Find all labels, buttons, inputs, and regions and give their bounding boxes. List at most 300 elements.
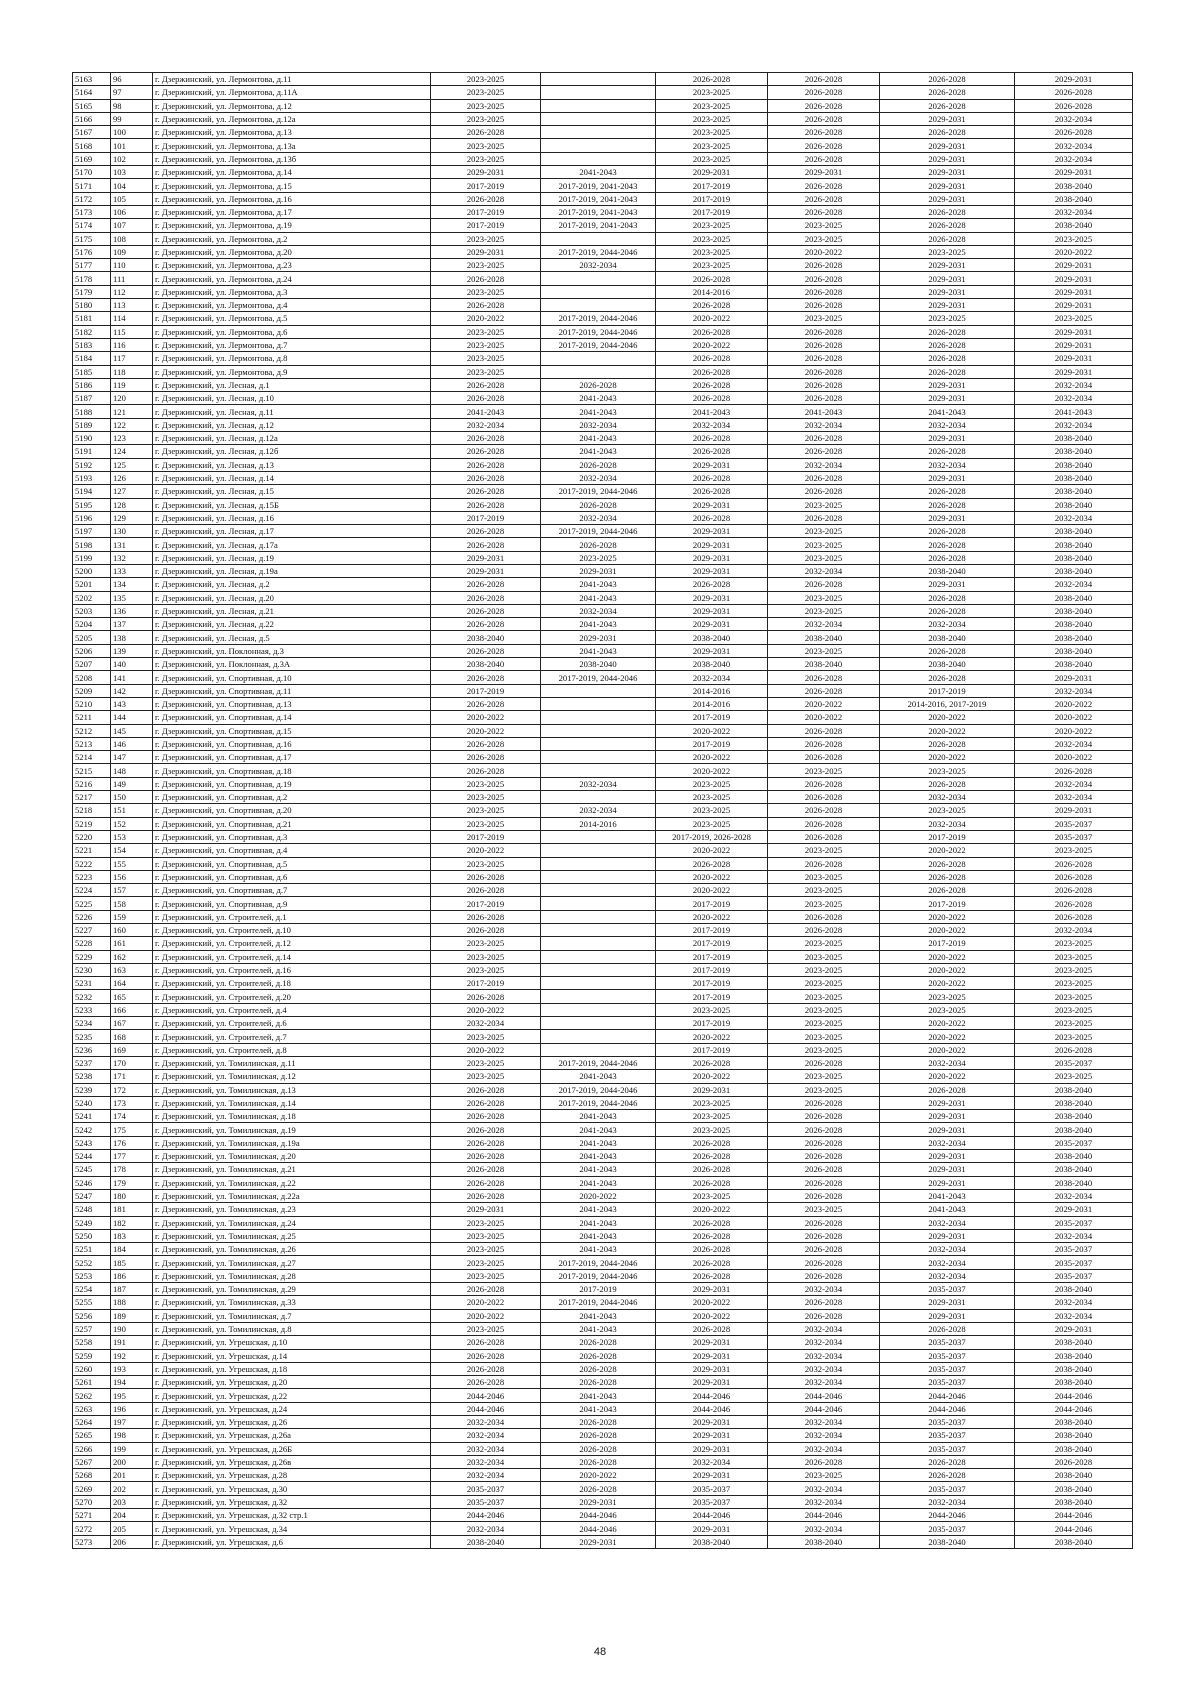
address-cell: г. Дзержинский, ул. Угрешская, д.6 xyxy=(153,1535,431,1548)
period-cell-2 xyxy=(541,830,656,843)
table-row xyxy=(73,844,1133,857)
table-row xyxy=(73,937,1133,950)
row-id-cell: 5197 xyxy=(73,525,111,538)
period-cell-4: 2026-2028 xyxy=(768,1163,880,1176)
period-cell-4: 2032-2034 xyxy=(768,1442,880,1455)
period-cell-6: 2026-2028 xyxy=(1015,897,1133,910)
period-cell-2: 2044-2046 xyxy=(541,1522,656,1535)
period-cell-3: 2029-2031 xyxy=(656,644,768,657)
period-cell-4: 2023-2025 xyxy=(768,538,880,551)
table-row xyxy=(73,830,1133,843)
table-row xyxy=(73,684,1133,697)
period-cell-5: 2026-2028 xyxy=(880,538,1015,551)
local-number-cell: 123 xyxy=(111,432,153,445)
local-number-cell: 112 xyxy=(111,285,153,298)
period-cell-2 xyxy=(541,1043,656,1056)
local-number-cell: 104 xyxy=(111,179,153,192)
period-cell-4: 2023-2025 xyxy=(768,312,880,325)
local-number-cell: 152 xyxy=(111,817,153,830)
period-cell-5: 2029-2031 xyxy=(880,272,1015,285)
period-cell-3: 2029-2031 xyxy=(656,166,768,179)
address-cell: г. Дзержинский, ул. Лесная, д.11 xyxy=(153,405,431,418)
row-id-cell: 5243 xyxy=(73,1136,111,1149)
address-cell: г. Дзержинский, ул. Строителей, д.16 xyxy=(153,963,431,976)
period-cell-1: 2029-2031 xyxy=(431,564,541,577)
period-cell-5: 2020-2022 xyxy=(880,1030,1015,1043)
period-cell-5: 2029-2031 xyxy=(880,578,1015,591)
period-cell-2: 2041-2043 xyxy=(541,1322,656,1335)
period-cell-1: 2026-2028 xyxy=(431,1123,541,1136)
local-number-cell: 130 xyxy=(111,525,153,538)
period-cell-5: 2032-2034 xyxy=(880,1269,1015,1282)
period-cell-3: 2026-2028 xyxy=(656,1229,768,1242)
period-cell-6: 2032-2034 xyxy=(1015,791,1133,804)
period-cell-2: 2014-2016 xyxy=(541,817,656,830)
period-cell-4: 2032-2034 xyxy=(768,1429,880,1442)
period-cell-2: 2026-2028 xyxy=(541,1442,656,1455)
period-cell-3: 2029-2031 xyxy=(656,458,768,471)
address-cell: г. Дзержинский, ул. Лермонтова, д.3 xyxy=(153,285,431,298)
address-cell: г. Дзержинский, ул. Спортивная, д.9 xyxy=(153,897,431,910)
period-cell-1: 2023-2025 xyxy=(431,352,541,365)
address-cell: г. Дзержинский, ул. Лесная, д.2 xyxy=(153,578,431,591)
address-cell: г. Дзержинский, ул. Спортивная, д.6 xyxy=(153,870,431,883)
table-row xyxy=(73,1030,1133,1043)
address-cell: г. Дзержинский, ул. Спортивная, д.20 xyxy=(153,804,431,817)
period-cell-2 xyxy=(541,884,656,897)
row-id-cell: 5189 xyxy=(73,418,111,431)
period-cell-5: 2041-2043 xyxy=(880,1203,1015,1216)
period-cell-3: 2029-2031 xyxy=(656,1283,768,1296)
period-cell-4: 2032-2034 xyxy=(768,1322,880,1335)
period-cell-1: 2038-2040 xyxy=(431,1535,541,1548)
local-number-cell: 143 xyxy=(111,697,153,710)
period-cell-2 xyxy=(541,352,656,365)
period-cell-2 xyxy=(541,924,656,937)
period-cell-1: 2038-2040 xyxy=(431,631,541,644)
period-cell-5: 2038-2040 xyxy=(880,631,1015,644)
period-cell-4: 2023-2025 xyxy=(768,525,880,538)
period-cell-4: 2026-2028 xyxy=(768,392,880,405)
period-cell-3: 2026-2028 xyxy=(656,392,768,405)
address-cell: г. Дзержинский, ул. Лермонтова, д.6 xyxy=(153,325,431,338)
period-cell-4: 2026-2028 xyxy=(768,1136,880,1149)
row-id-cell: 5202 xyxy=(73,591,111,604)
row-id-cell: 5187 xyxy=(73,392,111,405)
period-cell-6: 2029-2031 xyxy=(1015,285,1133,298)
address-cell: г. Дзержинский, ул. Угрешская, д.26а xyxy=(153,1429,431,1442)
local-number-cell: 177 xyxy=(111,1150,153,1163)
period-cell-4: 2026-2028 xyxy=(768,432,880,445)
period-cell-4: 2026-2028 xyxy=(768,791,880,804)
period-cell-2 xyxy=(541,711,656,724)
period-cell-3: 2026-2028 xyxy=(656,1150,768,1163)
address-cell: г. Дзержинский, ул. Томилинская, д.12 xyxy=(153,1070,431,1083)
period-cell-1: 2023-2025 xyxy=(431,1269,541,1282)
row-id-cell: 5219 xyxy=(73,817,111,830)
period-cell-6: 2038-2040 xyxy=(1015,1150,1133,1163)
table-row xyxy=(73,392,1133,405)
period-cell-5: 2032-2034 xyxy=(880,1216,1015,1229)
period-cell-6: 2032-2034 xyxy=(1015,392,1133,405)
row-id-cell: 5267 xyxy=(73,1455,111,1468)
row-id-cell: 5269 xyxy=(73,1482,111,1495)
table-row xyxy=(73,591,1133,604)
address-cell: г. Дзержинский, ул. Спортивная, д.18 xyxy=(153,764,431,777)
period-cell-2: 2041-2043 xyxy=(541,618,656,631)
period-cell-2 xyxy=(541,751,656,764)
period-cell-6: 2038-2040 xyxy=(1015,1110,1133,1123)
period-cell-2: 2026-2028 xyxy=(541,1482,656,1495)
address-cell: г. Дзержинский, ул. Спортивная, д.10 xyxy=(153,671,431,684)
period-cell-5: 2026-2028 xyxy=(880,884,1015,897)
period-cell-5: 2026-2028 xyxy=(880,604,1015,617)
period-cell-6: 2038-2040 xyxy=(1015,1469,1133,1482)
table-row xyxy=(73,299,1133,312)
address-cell: г. Дзержинский, ул. Томилинская, д.14 xyxy=(153,1096,431,1109)
period-cell-6: 2038-2040 xyxy=(1015,471,1133,484)
period-cell-5: 2020-2022 xyxy=(880,711,1015,724)
period-cell-2 xyxy=(541,897,656,910)
table-row xyxy=(73,1336,1133,1349)
local-number-cell: 188 xyxy=(111,1296,153,1309)
period-cell-1: 2023-2025 xyxy=(431,1256,541,1269)
period-cell-6: 2038-2040 xyxy=(1015,1376,1133,1389)
period-cell-5: 2017-2019 xyxy=(880,897,1015,910)
period-cell-2 xyxy=(541,977,656,990)
period-cell-1: 2023-2025 xyxy=(431,937,541,950)
period-cell-6: 2029-2031 xyxy=(1015,73,1133,86)
period-cell-4: 2044-2046 xyxy=(768,1389,880,1402)
table-row xyxy=(73,711,1133,724)
address-cell: г. Дзержинский, ул. Томилинская, д.25 xyxy=(153,1229,431,1242)
period-cell-5: 2035-2037 xyxy=(880,1349,1015,1362)
row-id-cell: 5265 xyxy=(73,1429,111,1442)
period-cell-5: 2026-2028 xyxy=(880,591,1015,604)
period-cell-3: 2029-2031 xyxy=(656,1376,768,1389)
address-cell: г. Дзержинский, ул. Лермонтова, д.13б xyxy=(153,152,431,165)
period-cell-1: 2032-2034 xyxy=(431,1442,541,1455)
local-number-cell: 106 xyxy=(111,205,153,218)
address-cell: г. Дзержинский, ул. Угрешская, д.20 xyxy=(153,1376,431,1389)
address-cell: г. Дзержинский, ул. Томилинская, д.27 xyxy=(153,1256,431,1269)
local-number-cell: 198 xyxy=(111,1429,153,1442)
period-cell-4: 2026-2028 xyxy=(768,1189,880,1202)
period-cell-3: 2014-2016 xyxy=(656,285,768,298)
period-cell-5: 2029-2031 xyxy=(880,112,1015,125)
local-number-cell: 183 xyxy=(111,1229,153,1242)
period-cell-3: 2017-2019 xyxy=(656,192,768,205)
address-cell: г. Дзержинский, ул. Угрешская, д.26в xyxy=(153,1455,431,1468)
period-cell-6: 2038-2040 xyxy=(1015,1482,1133,1495)
row-id-cell: 5250 xyxy=(73,1229,111,1242)
period-cell-6: 2032-2034 xyxy=(1015,737,1133,750)
period-cell-2: 2026-2028 xyxy=(541,1415,656,1428)
period-cell-2: 2041-2043 xyxy=(541,1163,656,1176)
period-cell-5: 2020-2022 xyxy=(880,977,1015,990)
period-cell-6: 2038-2040 xyxy=(1015,1123,1133,1136)
period-cell-2: 2026-2028 xyxy=(541,538,656,551)
period-cell-4: 2038-2040 xyxy=(768,1535,880,1548)
table-body xyxy=(73,73,1133,1549)
period-cell-1: 2026-2028 xyxy=(431,498,541,511)
local-number-cell: 144 xyxy=(111,711,153,724)
row-id-cell: 5196 xyxy=(73,511,111,524)
period-cell-3: 2029-2031 xyxy=(656,604,768,617)
period-cell-3: 2020-2022 xyxy=(656,1203,768,1216)
period-cell-5: 2035-2037 xyxy=(880,1376,1015,1389)
period-cell-2 xyxy=(541,1017,656,1030)
period-cell-3: 2029-2031 xyxy=(656,1415,768,1428)
row-id-cell: 5164 xyxy=(73,86,111,99)
period-cell-4: 2026-2028 xyxy=(768,1269,880,1282)
address-cell: г. Дзержинский, ул. Лесная, д.5 xyxy=(153,631,431,644)
table-row xyxy=(73,1070,1133,1083)
local-number-cell: 132 xyxy=(111,551,153,564)
address-cell: г. Дзержинский, ул. Томилинская, д.13 xyxy=(153,1083,431,1096)
period-cell-2 xyxy=(541,724,656,737)
period-cell-5: 2026-2028 xyxy=(880,99,1015,112)
period-cell-1: 2026-2028 xyxy=(431,884,541,897)
period-cell-4: 2026-2028 xyxy=(768,1150,880,1163)
local-number-cell: 201 xyxy=(111,1469,153,1482)
address-cell: г. Дзержинский, ул. Лесная, д.21 xyxy=(153,604,431,617)
period-cell-1: 2032-2034 xyxy=(431,1415,541,1428)
local-number-cell: 115 xyxy=(111,325,153,338)
row-id-cell: 5255 xyxy=(73,1296,111,1309)
period-cell-4: 2032-2034 xyxy=(768,418,880,431)
address-cell: г. Дзержинский, ул. Строителей, д.18 xyxy=(153,977,431,990)
period-cell-5: 2026-2028 xyxy=(880,205,1015,218)
period-cell-1: 2023-2025 xyxy=(431,112,541,125)
period-cell-6: 2038-2040 xyxy=(1015,192,1133,205)
local-number-cell: 131 xyxy=(111,538,153,551)
row-id-cell: 5168 xyxy=(73,139,111,152)
period-cell-2 xyxy=(541,697,656,710)
row-id-cell: 5266 xyxy=(73,1442,111,1455)
period-cell-2: 2041-2043 xyxy=(541,1402,656,1415)
period-cell-1: 2026-2028 xyxy=(431,1163,541,1176)
row-id-cell: 5195 xyxy=(73,498,111,511)
period-cell-4: 2026-2028 xyxy=(768,671,880,684)
period-cell-4: 2038-2040 xyxy=(768,631,880,644)
period-cell-3: 2020-2022 xyxy=(656,1070,768,1083)
period-cell-1: 2023-2025 xyxy=(431,963,541,976)
period-cell-1: 2023-2025 xyxy=(431,1070,541,1083)
period-cell-1: 2017-2019 xyxy=(431,977,541,990)
row-id-cell: 5218 xyxy=(73,804,111,817)
period-cell-4: 2032-2034 xyxy=(768,1349,880,1362)
period-cell-4: 2026-2028 xyxy=(768,724,880,737)
period-cell-4: 2026-2028 xyxy=(768,485,880,498)
period-cell-5: 2035-2037 xyxy=(880,1429,1015,1442)
period-cell-6: 2038-2040 xyxy=(1015,1535,1133,1548)
address-cell: г. Дзержинский, ул. Лесная, д.12 xyxy=(153,418,431,431)
period-cell-1: 2032-2034 xyxy=(431,1469,541,1482)
address-cell: г. Дзержинский, ул. Строителей, д.8 xyxy=(153,1043,431,1056)
table-row xyxy=(73,1296,1133,1309)
row-id-cell: 5209 xyxy=(73,684,111,697)
address-cell: г. Дзержинский, ул. Угрешская, д.26Б xyxy=(153,1442,431,1455)
local-number-cell: 194 xyxy=(111,1376,153,1389)
table-row xyxy=(73,1243,1133,1256)
period-cell-2: 2017-2019, 2044-2046 xyxy=(541,312,656,325)
table-row xyxy=(73,870,1133,883)
period-cell-5: 2023-2025 xyxy=(880,804,1015,817)
period-cell-6: 2026-2028 xyxy=(1015,1455,1133,1468)
table-row xyxy=(73,192,1133,205)
period-cell-5: 2026-2028 xyxy=(880,525,1015,538)
row-id-cell: 5205 xyxy=(73,631,111,644)
period-cell-2: 2017-2019, 2044-2046 xyxy=(541,1269,656,1282)
address-cell: г. Дзержинский, ул. Лесная, д.15 xyxy=(153,485,431,498)
period-cell-3: 2029-2031 xyxy=(656,1336,768,1349)
local-number-cell: 159 xyxy=(111,910,153,923)
address-cell: г. Дзержинский, ул. Спортивная, д.3 xyxy=(153,830,431,843)
period-cell-6: 2029-2031 xyxy=(1015,352,1133,365)
table-row xyxy=(73,99,1133,112)
period-cell-3: 2023-2025 xyxy=(656,245,768,258)
period-cell-5: 2020-2022 xyxy=(880,1070,1015,1083)
period-cell-1: 2032-2034 xyxy=(431,1455,541,1468)
row-id-cell: 5268 xyxy=(73,1469,111,1482)
period-cell-2 xyxy=(541,272,656,285)
period-cell-2 xyxy=(541,126,656,139)
table-row xyxy=(73,485,1133,498)
period-cell-3: 2032-2034 xyxy=(656,1455,768,1468)
row-id-cell: 5230 xyxy=(73,963,111,976)
period-cell-2: 2017-2019, 2044-2046 xyxy=(541,1256,656,1269)
row-id-cell: 5165 xyxy=(73,99,111,112)
period-cell-4: 2026-2028 xyxy=(768,112,880,125)
row-id-cell: 5273 xyxy=(73,1535,111,1548)
period-cell-1: 2026-2028 xyxy=(431,1096,541,1109)
table-row xyxy=(73,1309,1133,1322)
row-id-cell: 5234 xyxy=(73,1017,111,1030)
row-id-cell: 5174 xyxy=(73,219,111,232)
period-cell-4: 2023-2025 xyxy=(768,963,880,976)
period-cell-2: 2041-2043 xyxy=(541,1123,656,1136)
period-cell-1: 2026-2028 xyxy=(431,644,541,657)
period-cell-5: 2035-2037 xyxy=(880,1442,1015,1455)
table-row xyxy=(73,924,1133,937)
period-cell-6: 2044-2046 xyxy=(1015,1389,1133,1402)
row-id-cell: 5240 xyxy=(73,1096,111,1109)
address-cell: г. Дзержинский, ул. Лермонтова, д.5 xyxy=(153,312,431,325)
table-row xyxy=(73,551,1133,564)
address-cell: г. Дзержинский, ул. Томилинская, д.21 xyxy=(153,1163,431,1176)
table-row xyxy=(73,538,1133,551)
period-cell-2: 2026-2028 xyxy=(541,1376,656,1389)
period-cell-4: 2026-2028 xyxy=(768,1176,880,1189)
period-cell-1: 2023-2025 xyxy=(431,1243,541,1256)
local-number-cell: 176 xyxy=(111,1136,153,1149)
row-id-cell: 5220 xyxy=(73,830,111,843)
period-cell-3: 2029-2031 xyxy=(656,1429,768,1442)
period-cell-6: 2032-2034 xyxy=(1015,1229,1133,1242)
table-row xyxy=(73,1150,1133,1163)
period-cell-3: 2017-2019 xyxy=(656,1043,768,1056)
local-number-cell: 161 xyxy=(111,937,153,950)
period-cell-3: 2023-2025 xyxy=(656,1110,768,1123)
address-cell: г. Дзержинский, ул. Лермонтова, д.13а xyxy=(153,139,431,152)
address-cell: г. Дзержинский, ул. Спортивная, д.13 xyxy=(153,697,431,710)
address-cell: г. Дзержинский, ул. Лесная, д.12б xyxy=(153,445,431,458)
period-cell-2 xyxy=(541,950,656,963)
row-id-cell: 5228 xyxy=(73,937,111,950)
period-cell-1: 2032-2034 xyxy=(431,1522,541,1535)
table-row xyxy=(73,1509,1133,1522)
period-cell-5: 2026-2028 xyxy=(880,1455,1015,1468)
table-row xyxy=(73,564,1133,577)
row-id-cell: 5229 xyxy=(73,950,111,963)
period-cell-2: 2020-2022 xyxy=(541,1189,656,1202)
local-number-cell: 203 xyxy=(111,1495,153,1508)
period-cell-4: 2023-2025 xyxy=(768,551,880,564)
period-cell-5: 2023-2025 xyxy=(880,312,1015,325)
local-number-cell: 134 xyxy=(111,578,153,591)
period-cell-5: 2023-2025 xyxy=(880,990,1015,1003)
period-cell-3: 2029-2031 xyxy=(656,551,768,564)
period-cell-4: 2023-2025 xyxy=(768,764,880,777)
local-number-cell: 124 xyxy=(111,445,153,458)
period-cell-6: 2029-2031 xyxy=(1015,804,1133,817)
row-id-cell: 5212 xyxy=(73,724,111,737)
period-cell-2 xyxy=(541,764,656,777)
period-cell-1: 2023-2025 xyxy=(431,338,541,351)
period-cell-4: 2026-2028 xyxy=(768,99,880,112)
period-cell-2 xyxy=(541,963,656,976)
local-number-cell: 195 xyxy=(111,1389,153,1402)
period-cell-5: 2020-2022 xyxy=(880,924,1015,937)
period-cell-1: 2020-2022 xyxy=(431,312,541,325)
table-row xyxy=(73,1056,1133,1069)
table-row xyxy=(73,897,1133,910)
local-number-cell: 145 xyxy=(111,724,153,737)
table-row xyxy=(73,445,1133,458)
period-cell-4: 2023-2025 xyxy=(768,870,880,883)
period-cell-4: 2023-2025 xyxy=(768,1203,880,1216)
period-cell-6: 2038-2040 xyxy=(1015,658,1133,671)
period-cell-6: 2032-2034 xyxy=(1015,684,1133,697)
row-id-cell: 5232 xyxy=(73,990,111,1003)
local-number-cell: 205 xyxy=(111,1522,153,1535)
period-cell-5: 2029-2031 xyxy=(880,259,1015,272)
table-row xyxy=(73,1096,1133,1109)
local-number-cell: 122 xyxy=(111,418,153,431)
address-cell: г. Дзержинский, ул. Томилинская, д.26 xyxy=(153,1243,431,1256)
period-cell-6: 2026-2028 xyxy=(1015,870,1133,883)
period-cell-1: 2029-2031 xyxy=(431,166,541,179)
period-cell-5: 2029-2031 xyxy=(880,1296,1015,1309)
table-row xyxy=(73,1216,1133,1229)
table-row xyxy=(73,245,1133,258)
period-cell-3: 2017-2019 xyxy=(656,737,768,750)
period-cell-3: 2020-2022 xyxy=(656,1030,768,1043)
period-cell-2: 2029-2031 xyxy=(541,1495,656,1508)
period-cell-2 xyxy=(541,285,656,298)
row-id-cell: 5190 xyxy=(73,432,111,445)
table-row xyxy=(73,1043,1133,1056)
table-row xyxy=(73,1269,1133,1282)
row-id-cell: 5237 xyxy=(73,1056,111,1069)
period-cell-1: 2023-2025 xyxy=(431,365,541,378)
table-row xyxy=(73,1349,1133,1362)
period-cell-6: 2038-2040 xyxy=(1015,1096,1133,1109)
period-cell-4: 2026-2028 xyxy=(768,471,880,484)
period-cell-1: 2026-2028 xyxy=(431,1283,541,1296)
period-cell-2: 2041-2043 xyxy=(541,445,656,458)
